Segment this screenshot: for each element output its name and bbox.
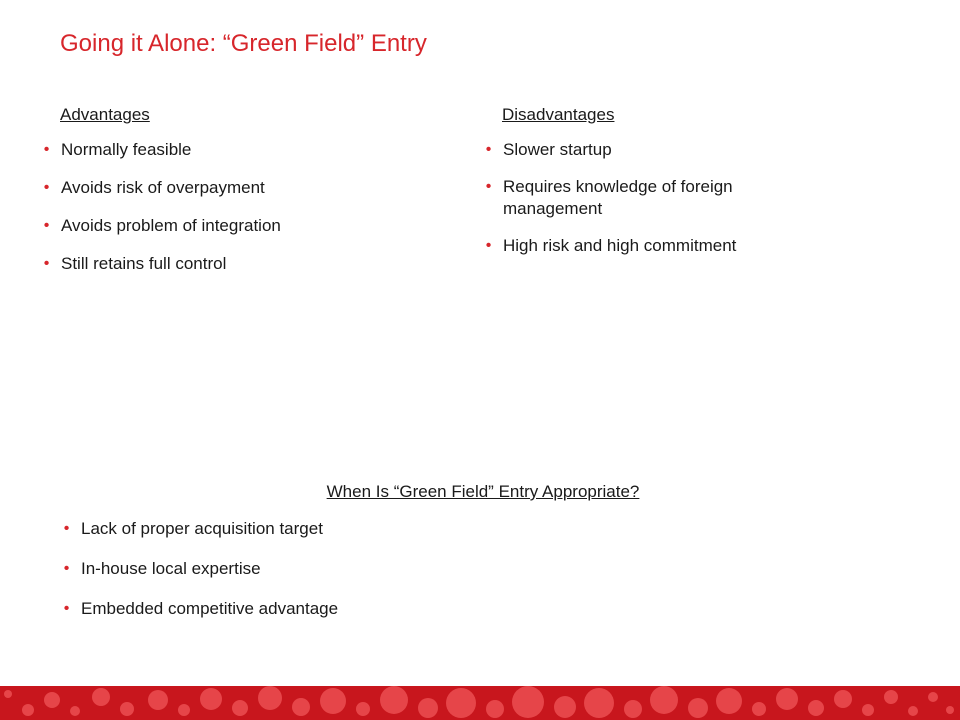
decorative-dot xyxy=(946,706,954,714)
slide-title: Going it Alone: “Green Field” Entry xyxy=(60,30,427,57)
decorative-dot xyxy=(908,706,918,716)
bullet-icon: • xyxy=(43,255,50,272)
bullet-icon: • xyxy=(485,141,492,158)
list-item-text: Avoids problem of integration xyxy=(61,216,281,235)
decorative-dot xyxy=(320,688,346,714)
decorative-dot xyxy=(4,690,12,698)
list-item-text: Avoids risk of overpayment xyxy=(61,178,265,197)
decorative-dot xyxy=(70,706,80,716)
disadvantages-column xyxy=(474,104,894,272)
decorative-dot xyxy=(808,700,824,716)
appropriate-heading: When Is “Green Field” Entry Appropriate? xyxy=(326,482,640,501)
list-item-text: Lack of proper acquisition target xyxy=(81,519,323,538)
decorative-dot xyxy=(120,702,134,716)
appropriate-list xyxy=(52,518,652,620)
decorative-dot xyxy=(884,690,898,704)
advantages-list xyxy=(32,139,452,275)
decorative-dot xyxy=(624,700,642,718)
decorative-dot xyxy=(716,688,742,714)
list-item-text: Requires knowledge of foreign management xyxy=(503,177,733,218)
decorative-dot xyxy=(554,696,576,718)
bullet-icon: • xyxy=(43,141,50,158)
decorative-dot xyxy=(258,686,282,710)
decorative-dot xyxy=(584,688,614,718)
decorative-dot xyxy=(292,698,310,716)
decorative-dot xyxy=(92,688,110,706)
bullet-icon: • xyxy=(485,237,492,254)
bullet-icon: • xyxy=(485,178,492,195)
decorative-dot xyxy=(380,686,408,714)
list-item xyxy=(32,139,452,161)
list-item xyxy=(52,558,652,580)
list-item xyxy=(52,518,652,540)
decorative-dot xyxy=(446,688,476,718)
list-item xyxy=(474,176,833,220)
decorative-dot xyxy=(928,692,938,702)
decorative-dot xyxy=(862,704,874,716)
bullet-icon: • xyxy=(43,179,50,196)
list-item xyxy=(32,177,452,199)
list-item xyxy=(52,598,652,620)
decorative-dot xyxy=(512,686,544,718)
list-item-text: In-house local expertise xyxy=(81,559,261,578)
list-item xyxy=(474,235,894,257)
decorative-dot xyxy=(776,688,798,710)
advantages-column xyxy=(32,104,452,291)
decorative-dot xyxy=(834,690,852,708)
disadvantages-list xyxy=(474,139,894,257)
bullet-icon: • xyxy=(63,560,70,577)
bullet-icon: • xyxy=(63,600,70,617)
decorative-dot xyxy=(232,700,248,716)
bullet-icon: • xyxy=(63,520,70,537)
decorative-dot xyxy=(650,686,678,714)
list-item-text: Still retains full control xyxy=(61,254,227,273)
bullet-icon: • xyxy=(43,217,50,234)
disadvantages-heading: Disadvantages xyxy=(502,105,615,124)
decorative-dot xyxy=(486,700,504,718)
decorative-dot xyxy=(44,692,60,708)
advantages-heading: Advantages xyxy=(60,105,150,124)
list-item xyxy=(474,139,894,161)
decorative-dot xyxy=(200,688,222,710)
decorative-dot xyxy=(22,704,34,716)
list-item-text: Slower startup xyxy=(503,140,612,159)
decorative-dot xyxy=(148,690,168,710)
decorative-dot xyxy=(178,704,190,716)
list-item-text: Embedded competitive advantage xyxy=(81,599,339,618)
decorative-dot xyxy=(688,698,708,718)
appropriate-column xyxy=(52,518,652,638)
list-item-text: Normally feasible xyxy=(61,140,192,159)
list-item-text: High risk and high commitment xyxy=(503,236,737,255)
decorative-dot xyxy=(356,702,370,716)
decorative-dot xyxy=(752,702,766,716)
list-item xyxy=(32,215,452,237)
decorative-dot xyxy=(418,698,438,718)
footer-decorative-band xyxy=(0,686,960,720)
list-item xyxy=(32,253,452,275)
